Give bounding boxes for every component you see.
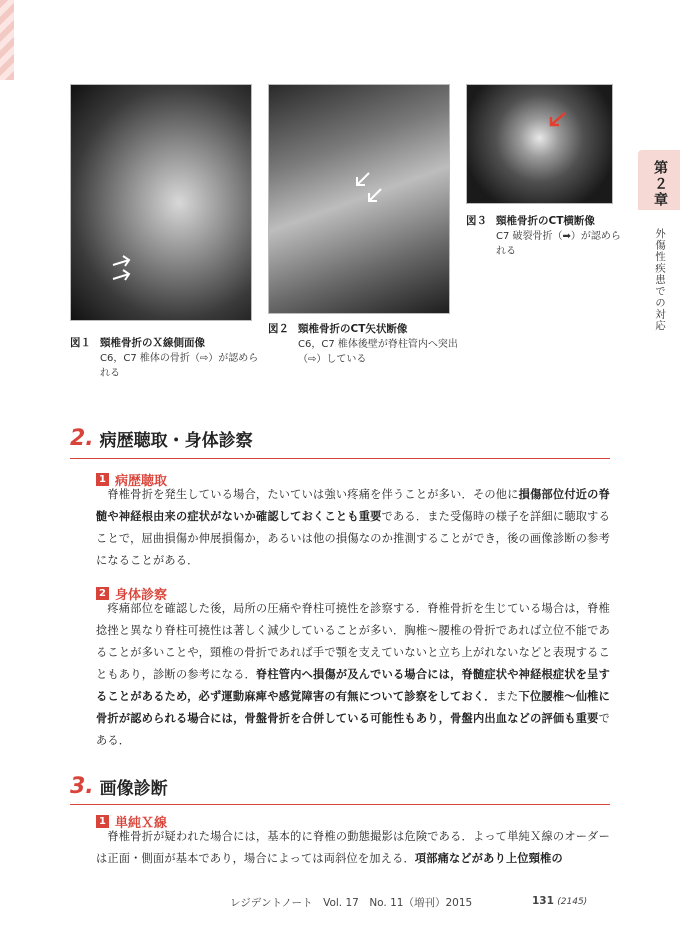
subsection-3-1-paragraph: [96, 826, 610, 870]
arrow-icon: [357, 173, 369, 185]
figure-3-arrows: [467, 85, 612, 203]
red-arrow-icon: [551, 113, 565, 125]
section-3-title: 画像診断: [99, 779, 168, 799]
figure-2-arrows: [269, 85, 449, 313]
paragraph-text: 脊椎骨折が疑われた場合には，基本的に脊椎の動態撮影は危険である．よって単純Ｘ線のオーダーは正面・側面が基本であり，場合によっては両斜位を加える．: [96, 830, 610, 865]
figure-3-caption: [466, 214, 626, 259]
subsection-2-2-title: 身体診察: [115, 588, 168, 603]
paragraph-text: 疼痛部位を確認した後，局所の圧痛や脊柱可撓性を診察する．脊椎骨折を生じている場合は，脊椎捻挫と異なり脊柱可撓性は著しく減少していることが多い．胸椎〜腰椎の骨折であれば立位不能であることが多いことや，頸椎の骨折であれば手で顎を支えていないと立ち上がれないなどと表現することもあり，診断の参考になる．: [96, 602, 610, 681]
subsection-2-1-number: 1: [96, 473, 109, 486]
paragraph-text: 脊椎骨折を発生している場合，たいていは強い疼痛を伴うことが多い．その他に: [96, 488, 519, 501]
figure-3-title: 頸椎骨折のCT横断像: [496, 215, 595, 227]
figure-2-number: 図２: [268, 323, 289, 335]
subsection-2-1-title: 病歴聴取: [115, 474, 168, 489]
figure-1-number: 図１: [70, 337, 91, 349]
page-number: 131: [532, 895, 554, 907]
figure-2-caption: [268, 322, 458, 367]
chapter-subtitle: 外傷性疾患での対応: [654, 228, 666, 332]
arrow-icon: [113, 256, 129, 266]
paragraph-text: である．また受傷時の様子を詳細に聴取することで，屈曲損傷か伸展損傷か，あるいは他の損傷なのか推測することができ，後の画像診断の参考になることがある．: [96, 510, 610, 567]
figure-1-arrows: [71, 85, 251, 320]
footer-journal: レジデントノート Vol. 17 No. 11（増刊）2015: [230, 897, 473, 909]
section-2-title: 病歴聴取・身体診察: [99, 431, 253, 451]
paragraph-bold-text: 下位腰椎〜仙椎に骨折が認められる場合には，骨盤骨折を合併している可能性もあり，骨盤内出血などの評価も重要: [96, 690, 610, 725]
paragraph-text: また: [495, 690, 519, 703]
figure-2-ct-sagittal-image: [268, 84, 450, 314]
section-2-heading: [70, 426, 253, 451]
figure-1-caption: [70, 336, 260, 381]
figure-3-number: 図３: [466, 215, 487, 227]
section-2-number: 2.: [70, 426, 94, 451]
figure-2-title: 頸椎骨折のCT矢状断像: [298, 323, 408, 335]
chapter-label: 第２章: [652, 160, 668, 208]
figure-3-ct-axial-image: [466, 84, 613, 204]
paragraph-text: である．: [96, 712, 610, 747]
paragraph-bold-text: 脊柱管内へ損傷が及んでいる場合には，脊髄症状や神経根症状を呈することがあるため，必ず運動麻痺や感覚障害の有無について診察をしておく．: [96, 668, 610, 703]
subsection-3-1-title: 単純Ｘ線: [115, 816, 168, 831]
figure-3-description: C7 破裂骨折（➡）が認められる: [496, 231, 621, 257]
figure-1-title: 頸椎骨折のＸ線側面像: [100, 337, 205, 349]
paragraph-bold-text: 項部痛などがあり上位頸椎の: [414, 852, 563, 865]
arrow-icon: [369, 189, 381, 201]
section-2-rule: [70, 458, 610, 459]
footer-page: [532, 895, 587, 907]
corner-decoration: [0, 0, 14, 80]
subsection-2-2-number: 2: [96, 587, 109, 600]
paragraph-bold-text: 損傷部位付近の脊髄や神経根由来の症状がないか確認しておくことも重要: [96, 488, 610, 523]
subsection-3-1-number: 1: [96, 815, 109, 828]
figure-1-description: C6，C7 椎体の骨折（⇨）が認められる: [100, 353, 259, 379]
section-3-number: 3.: [70, 774, 94, 799]
arrow-icon: [113, 270, 129, 280]
figure-2-description: C6，C7 椎体後壁が脊柱管内へ突出（⇨）している: [298, 339, 458, 365]
subsection-2-2-paragraph: [96, 598, 610, 752]
subsection-2-1-paragraph: [96, 484, 610, 572]
figure-1-xray-image: [70, 84, 252, 321]
page-total-number: (2145): [557, 897, 588, 907]
section-3-rule: [70, 804, 610, 805]
section-3-heading: [70, 774, 168, 799]
